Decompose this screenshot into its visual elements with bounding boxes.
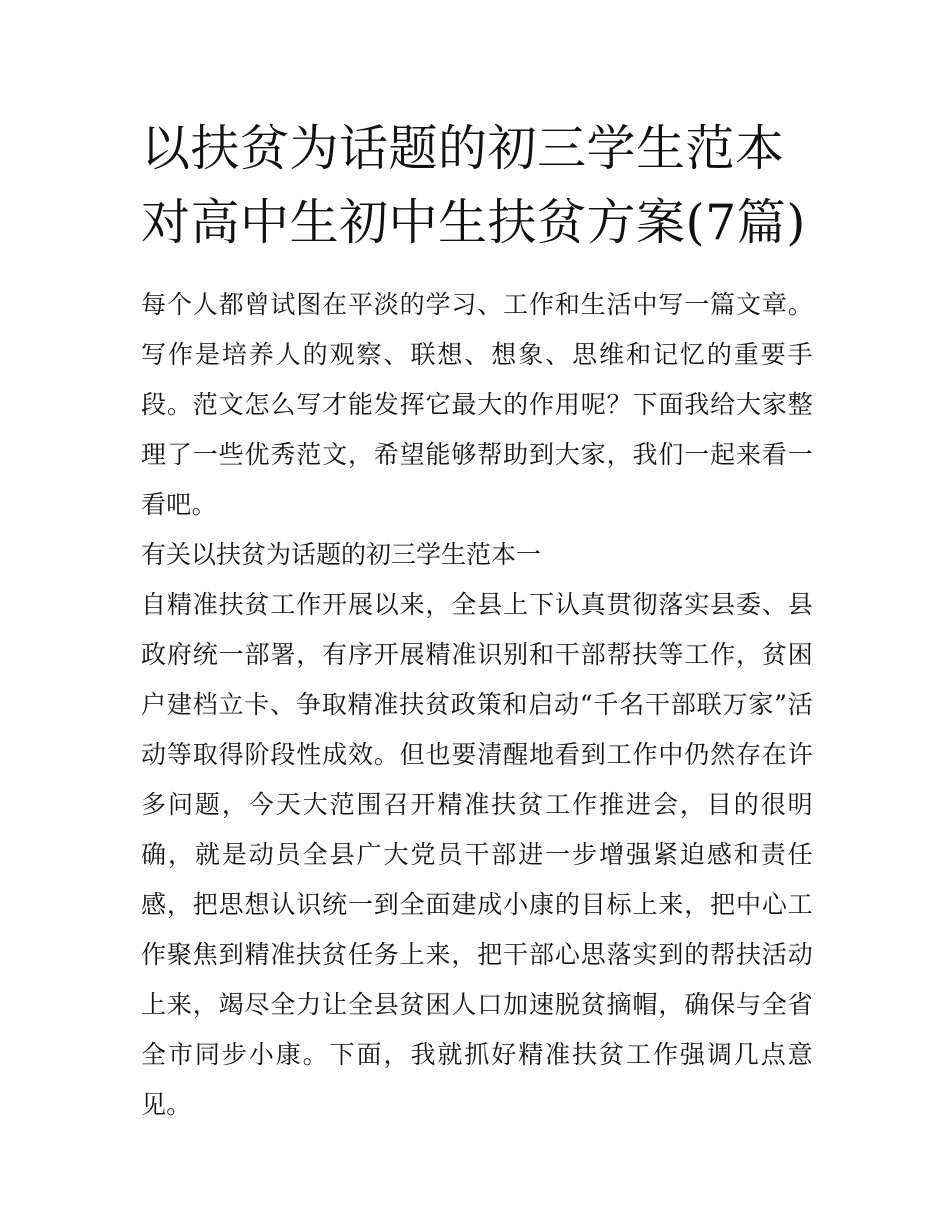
- section-heading: 有关以扶贫为话题的初三学生范本一: [141, 540, 542, 569]
- body-paragraph: 自精准扶贫工作开展以来，全县上下认真贯彻落实县委、县政府统一部署，有序开展精准识别和干部帮扶等工作，贫困户建档立卡、争取精准扶贫政策和启动“千名干部联万家”活动等取得阶段性成效。但也要清醒地看到工作中仍然存在许多问题，今天大范围召开精准扶贫工作推进会，目的很明确，就是动员全县广大党员干部进一步增强紧迫感和责任感，把思想认识统一到全面建成小康的目标上来，把中心工作聚焦到精准扶贫任务上来，把干部心思落实到的帮扶活动上来，竭尽全力让全县贫困人口加速脱贫摘帽，确保与全省全市同步小康。下面，我就抓好精准扶贫工作强调几点意见。: [141, 590, 813, 1119]
- intro-paragraph: 每个人都曾试图在平淡的学习、工作和生活中写一篇文章。写作是培养人的观察、联想、想象、思维和记忆的重要手段。范文怎么写才能发挥它最大的作用呢？下面我给大家整理了一些优秀范文，希望能够帮助到大家，我们一起来看一看吧。: [141, 290, 813, 519]
- document-title: 以扶贫为话题的初三学生范本对高中生初中生扶贫方案(7篇): [141, 120, 806, 251]
- document-content: [141, 112, 813, 1130]
